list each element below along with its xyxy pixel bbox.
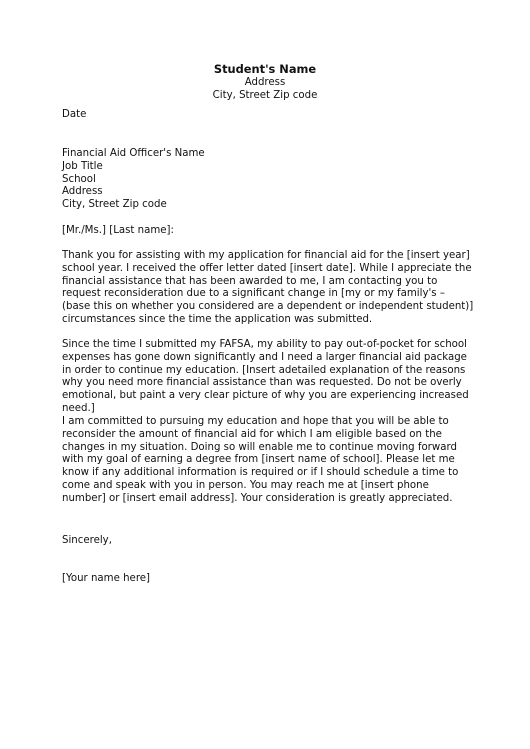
letter-date: Date: [62, 109, 87, 120]
sender-city: City, Street Zip code: [212, 90, 318, 101]
salutation-line: [62, 225, 474, 238]
recipient-address: Address: [62, 186, 103, 198]
body-paragraph-3: [62, 416, 474, 505]
recipient-block: [62, 148, 474, 212]
paragraph: Since the time I submitted my FAFSA, my ability to pay out-of-pocket for school expenses has gone down significantly and I need a larger financial aid package in order to continue my education. [Insert adetailed explanation of the reasons why you need more financial assistance than was requested. Do not be overly emotional, but paint a very clear picture of why you are experiencing increased need.]: [62, 339, 469, 414]
recipient-name: Financial Aid Officer's Name: [62, 148, 205, 159]
body-paragraph-1: [62, 250, 474, 327]
sender-name: Student's Name: [213, 62, 317, 76]
signature-line: [62, 573, 474, 586]
paragraph: I am committed to pursuing my education and hope that you will be able to reconsider the amount of financial aid for which I am eligible based on the changes in my situation. Doing so will enable me to continue moving forward with my goal of earning a degree from [insert name of school]. Please let me know if any additional information is required or if I should schedule a time to come and speak with you in person. You may reach me at [insert phone number] or [insert email address]. Your consideration is greatly appreciated.: [62, 416, 459, 504]
signature: [Your name here]: [62, 573, 151, 584]
recipient-city: City, Street Zip code: [62, 199, 167, 210]
closing-line: [62, 535, 474, 548]
recipient-school: School: [62, 173, 96, 185]
recipient-title: Job Title: [62, 160, 103, 172]
date-line: [62, 109, 474, 122]
sender-header: [0, 62, 530, 102]
salutation: [Mr./Ms.] [Last name]:: [62, 225, 174, 236]
closing: Sincerely,: [62, 535, 112, 546]
paragraph: Thank you for assisting with my application for financial aid for the [insert year] school year. I received the offer letter dated [insert date]. While I appreciate the financial assistance that has been awarded to me, I am contacting you to request reconsideration due to a significant change in [my or my family's – (base this on whether you considered are a dependent or independent student)] circumstances since the time the application was submitted.: [62, 250, 474, 325]
body-paragraph-2: [62, 339, 474, 416]
sender-address: Address: [244, 77, 286, 88]
